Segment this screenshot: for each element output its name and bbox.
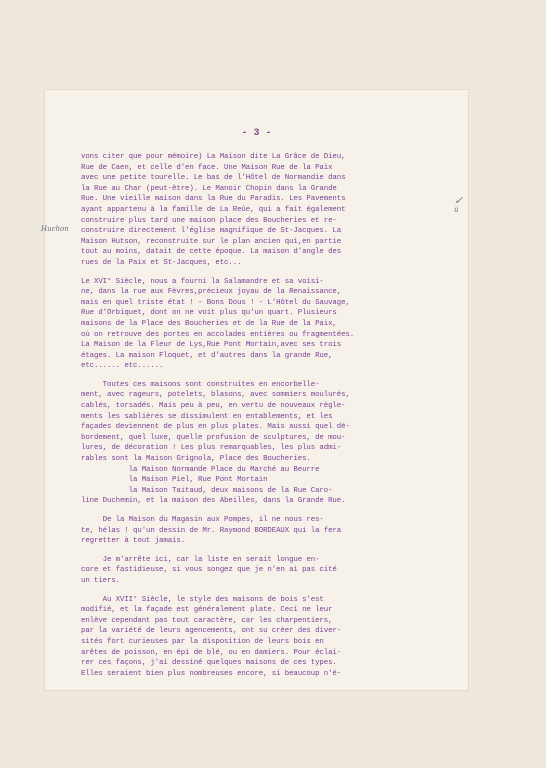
text-line: Toutes ces maisons sont construites en encorbelle-: [81, 380, 320, 389]
text-line: line Duchemin, et la maison des Abeilles, dans la Grande Rue.: [81, 497, 346, 506]
text-line: par la variété de leurs agencements, ont su créer des diver-: [81, 627, 342, 636]
text-line: regretter à tout jamais.: [81, 537, 186, 546]
text-line: étages. La maison Floquet, et d'autres dans la grande Rue,: [81, 351, 333, 360]
text-line: Rue. Une vieille maison dans la Rue du Paradis. Les Pavements: [81, 195, 346, 204]
paragraph-gap: [81, 507, 471, 515]
page-number: - 3 -: [241, 128, 272, 139]
text-line: rer ces façons, j'ai dessiné quelques maisons de ces types.: [81, 659, 337, 668]
text-line: De la Maison du Magasin aux Pompes, il ne nous res-: [81, 516, 324, 524]
paragraph: [81, 555, 471, 587]
text-line: tout au moins, datait de cette époque. La maison d'angle des: [81, 248, 342, 257]
text-line: un tiers.: [81, 576, 121, 585]
typed-sheet: [41, 90, 468, 690]
paragraph-gap: [81, 547, 471, 555]
paragraph: [81, 152, 471, 269]
text-line: construire directement l'église magnifique de St-Jacques. La: [81, 227, 342, 236]
paragraph-gap: [81, 269, 471, 277]
text-line: modifié, et la façade est généralement plate. Ceci ne leur: [81, 606, 333, 615]
text-line: vons citer que pour mémoire) La Maison dite La Grâce de Dieu,: [81, 153, 346, 161]
text-line: sités fort curieuses par la disposition de leurs bois en: [81, 637, 324, 646]
text-line: ment, avec rageurs, potelets, blasons, avec sommiers moulurés,: [81, 391, 350, 400]
margin-checkmark: ✓: [454, 194, 464, 207]
text-line: façades deviennent de plus en plus plates. Mais aussi quel dé-: [81, 423, 350, 432]
paragraph: [81, 380, 471, 507]
margin-mark: ü: [454, 206, 459, 214]
text-line: bordement, quel luxe, quelle profusion de sculptures, de mou-: [81, 433, 346, 442]
text-line: Je m'arrête ici, car la liste en serait longue en-: [81, 555, 320, 564]
text-line: Maison Hutson, reconstruite sur le plan ancien qui,en partie: [81, 237, 342, 246]
text-line: te, hélas ! qu'un dessin de Mr. Raymond BORDEAUX qui la fera: [81, 526, 342, 535]
text-line: mais en quel triste état ! - Bons Dous ! - L'Hôtel du Sauvage,: [81, 298, 350, 307]
text-line: core et fastidieuse, si vous songez que je n'en ai pas cité: [81, 566, 337, 575]
text-line: Rue de Caen, et celle d'en face. Une Maison Rue de la Paix: [81, 163, 333, 172]
text-line: cablés, torsadés. Mais peu à peu, en vertu de nouveaux règle-: [81, 402, 346, 411]
text-line: rables sont la Maison Grignola, Place des Boucheries.: [81, 455, 311, 464]
paragraph-gap: [81, 372, 471, 380]
text-line: arêtes de poisson, en épi de blé, ou en damiers. Pour éclai-: [81, 648, 342, 657]
paragraph-gap: [81, 587, 471, 595]
text-line: construire plus tard une maison place des Boucheries et re-: [81, 216, 337, 225]
text-line: Elles seraient bien plus nombreuses encore, si beaucoup n'é-: [81, 669, 342, 678]
text-line: la Maison Piel, Rue Pont Mortain: [81, 476, 268, 485]
margin-note: Huchon: [41, 225, 69, 233]
text-line: enlève cependant pas tout caractère, car les charpentiers,: [81, 616, 333, 625]
text-line: Au XVII° Siècle, le style des maisons de bois s'est: [81, 595, 324, 604]
text-line: rues de la Paix et St-Jacques, etc...: [81, 258, 242, 267]
text-line: la Rue au Char (peut-être). Le Manoir Chopin dans la Grande: [81, 184, 337, 193]
paragraph: [81, 515, 471, 547]
text-line: ments les sablières se dissimulent en entablements, et les: [81, 412, 333, 421]
body-text: [81, 152, 471, 679]
text-line: La Maison de la Fleur de Lys,Rue Pont Mortain,avec ses trois: [81, 341, 342, 350]
text-line: la Maison Taitaud, deux maisons de la Rue Caro-: [81, 486, 333, 495]
text-line: etc...... etc......: [81, 362, 164, 371]
text-line: où on retrouve des portes en accolades entières ou fragmentées.: [81, 330, 355, 339]
paragraph: [81, 595, 471, 680]
text-line: ne, dans la rue aux Fèvres,précieux joyau de la Renaissance,: [81, 288, 342, 297]
text-line: lures, de décoration ! Les plus remarquables, les plus admi-: [81, 444, 342, 453]
paragraph: [81, 277, 471, 372]
text-line: ayant appartenu à la famille de La Reûe, qui a fait également: [81, 205, 346, 214]
text-line: la Maison Normande Place du Marché au Beurre: [81, 465, 320, 474]
text-line: Le XVI° Siècle, nous a fourni la Salamandre et sa voisi-: [81, 277, 324, 286]
text-line: maisons de la Place des Boucheries et de la Rue de la Paix,: [81, 319, 337, 328]
text-line: avec une petite tourelle. Le bas de l'Hôtel de Normandie dans: [81, 174, 346, 183]
text-line: Rue d'Orbiquet, dont on ne voit plus qu'un quart. Plusieurs: [81, 309, 337, 318]
